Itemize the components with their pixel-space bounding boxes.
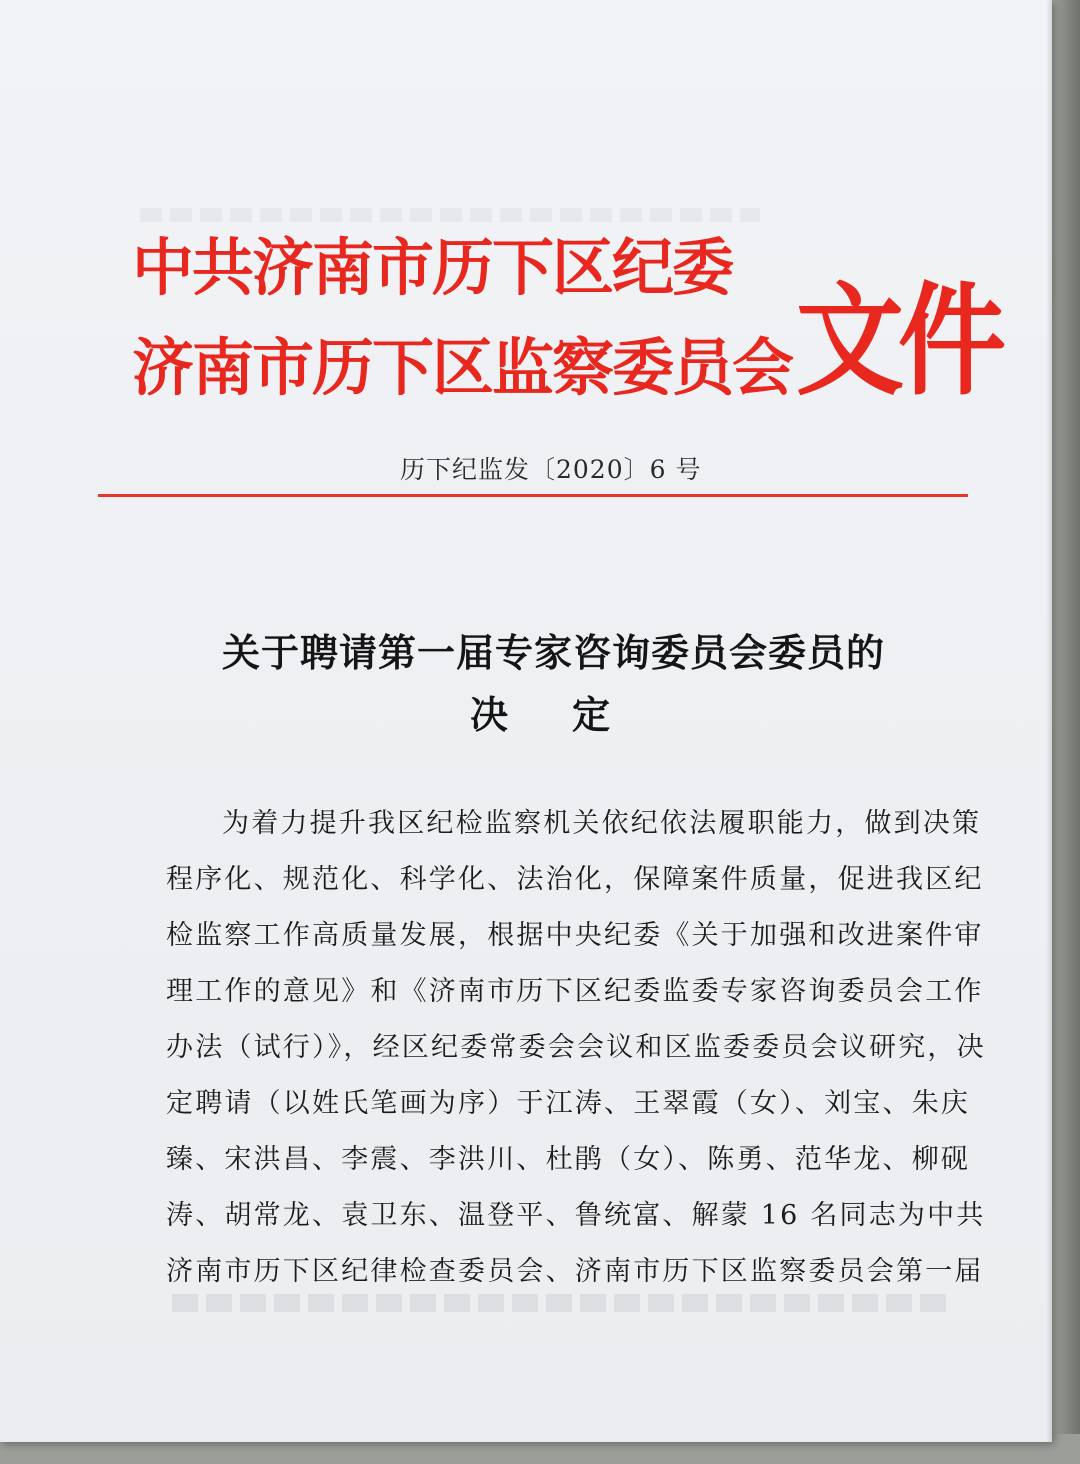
body-line: 定聘请（以姓氏笔画为序）于江涛、王翠霞（女）、刘宝、朱庆 (166, 1088, 971, 1119)
document-title-line-1: 关于聘请第一届专家咨询委员会委员的 (222, 630, 886, 675)
body-line: 办法（试行）》，经区纪委常委会会议和区监委委员会议研究，决 (166, 1032, 986, 1063)
issuing-org-line-2: 济南市历下区监察委员会 (132, 331, 793, 404)
body-line: 检监察工作高质量发展，根据中央纪委《关于加强和改进案件审 (166, 920, 984, 951)
document-number: 历下纪监发〔2020〕6 号 (400, 455, 702, 484)
show-through-marks (172, 1294, 952, 1312)
body-text (166, 796, 986, 1300)
body-line: 程序化、规范化、科学化、法治化，保障案件质量，促进我区纪 (166, 864, 984, 895)
document-word: 文件 (796, 270, 1001, 412)
page-edge-shadow (1046, 0, 1052, 1442)
body-line: 济南市历下区纪律检查委员会、济南市历下区监察委员会第一届 (166, 1256, 984, 1287)
body-line: 涛、胡常龙、袁卫东、温登平、鲁统富、解蒙 16 名同志为中共 (166, 1200, 986, 1231)
body-line: 理工作的意见》和《济南市历下区纪委监委专家咨询委员会工作 (166, 976, 984, 1007)
red-separator-line (98, 494, 968, 497)
issuing-org-line-1: 中共济南市历下区纪委 (132, 231, 733, 304)
body-line: 为着力提升我区纪检监察机关依纪依法履职能力，做到决策 (222, 808, 982, 839)
body-line: 臻、宋洪昌、李震、李洪川、杜鹃（女）、陈勇、范华龙、柳砚 (166, 1144, 971, 1175)
document-title-line-2: 决定 (470, 692, 675, 737)
